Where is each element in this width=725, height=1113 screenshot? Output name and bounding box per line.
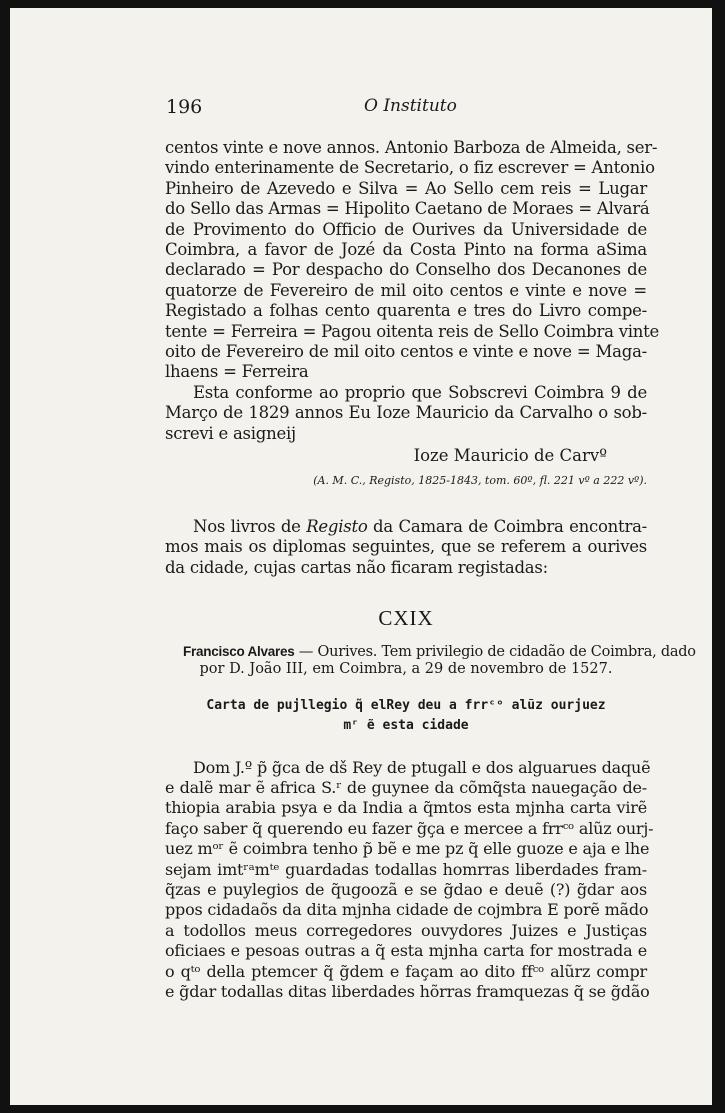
transcription-line: q̃zas e puylegios de q̃ugoozã e se g̃dao e deuẽ (?) g̃dar aos — [165, 879, 647, 899]
text-line: do Sello das Armas = Hipolito Caetano de Moraes = Alvará — [165, 199, 650, 219]
document-number: CXIX — [378, 606, 434, 631]
page-number: 196 — [166, 96, 203, 118]
summary-text: — Ourives. Tem privilegio de cidadão de Coimbra, dado — [294, 643, 696, 660]
journal-title: O Instituto — [364, 96, 457, 116]
transcription-line: oficiaes e pesoas outras a q̃ esta mjnha carta for mostrada e — [165, 941, 647, 961]
paragraph-2 — [165, 383, 647, 444]
transcription-line: uez mᵒʳ ẽ coimbra tenho p̃ bẽ e me pz q̃ elle guoze e aja e lhe — [165, 839, 650, 859]
transcription-line: thiopia arabia psya e da India a q̃mtos esta mjnha carta virẽ — [165, 798, 647, 818]
transcription-line: ppos cidadaõs da dita mjnha cidade de cojmbra E porẽ mãdo — [165, 900, 649, 920]
title-line: mʳ ẽ esta cidade — [343, 717, 469, 733]
transcription-line: e g̃dar todallas ditas liberdades hõrras framquezas q̃ se g̃dão — [165, 982, 650, 1001]
summary-line: por D. João III, em Coimbra, a 29 de novembro de 1527. — [199, 660, 613, 677]
text-line: lhaens = Ferreira — [165, 362, 309, 382]
person-name: Francisco Alvares — [183, 643, 295, 659]
text-line: de Provimento do Officio de Ourives da Universidade de — [165, 219, 647, 239]
text-line: vindo enterinamente de Secretario, o fiz escrever = Antonio — [165, 158, 655, 178]
signature: Ioze Mauricio de Carvº — [413, 446, 607, 466]
paragraph-3 — [165, 517, 647, 578]
paragraph-1 — [165, 138, 660, 383]
title-line: Carta de pujllegio q̃ elRey deu a frrᶜᵒ alũz ourjuez — [206, 697, 606, 713]
text-line: screvi e asigneij — [165, 423, 296, 443]
italic-word: Registo — [306, 516, 368, 536]
text-line: quatorze de Fevereiro de mil oito centos e vinte e nove = — [165, 280, 647, 300]
text-block — [165, 138, 696, 1002]
transcription-line: sejam imtʳᵃmᵗᵉ guardadas todallas homrras liberdades fram- — [165, 859, 647, 879]
summary-line — [165, 643, 696, 661]
text-line: Março de 1829 annos Eu Ioze Mauricio da Carvalho o sob- — [165, 403, 647, 423]
transcription-line: e dalẽ mar ẽ africa S.ʳ de guynee da cõmq̃sta nauegação de- — [165, 777, 647, 797]
text-line: Registado a folhas cento quarenta e tres do Livro compe- — [165, 301, 647, 321]
text-line: mos mais os diplomas seguintes, que se referem a ourives — [165, 537, 647, 557]
document-summary — [165, 643, 696, 678]
text-line: Pinheiro de Azevedo e Silva = Ao Sello cem reis = Lugar — [165, 178, 647, 198]
text-line: centos vinte e nove annos. Antonio Barboza de Almeida, ser- — [165, 138, 658, 157]
text-line — [165, 517, 647, 537]
text-line: Esta conforme ao proprio que Sobscrevi Coimbra 9 de — [193, 382, 647, 402]
text-fragment: Nos livros de Registo da Camara de Coimbra encontra- — [193, 516, 647, 536]
text-line: declarado = Por despacho do Conselho dos Decanones de — [165, 260, 647, 280]
transcription-line: a todollos meus corregedores ouvydores Juizes e Justiças — [165, 920, 647, 940]
archive-citation: (A. M. C., Registo, 1825-1843, tom. 60º, fl. 221 vº a 222 vº). — [313, 473, 647, 487]
text-line: da cidade, cujas cartas não ficaram registadas: — [165, 557, 548, 577]
text-line: oito de Fevereiro de mil oito centos e vinte e nove = Maga- — [165, 342, 647, 362]
transcription-line: faço saber q̃ querendo eu fazer g̃ça e mercee a frrᶜᵒ alũz ourj- — [165, 818, 654, 838]
running-head — [166, 96, 646, 120]
text-line: tente = Ferreira = Pagou oitenta reis de Sello Coimbra vinte — [165, 321, 660, 341]
book-page — [10, 8, 712, 1105]
transcription — [165, 757, 654, 1003]
text-line: Coimbra, a favor de Jozé da Costa Pinto na forma aSima — [165, 240, 647, 260]
transcription-line: Dom J.º p̃ g̃ca de dš Rey de ptugall e dos alguarues daquẽ — [193, 757, 651, 777]
document-title — [165, 696, 647, 736]
transcription-line: o qᵗᵒ della ptemcer q̃ g̃dem e façam ao dito ffᶜᵒ alũrz compr — [165, 961, 647, 981]
